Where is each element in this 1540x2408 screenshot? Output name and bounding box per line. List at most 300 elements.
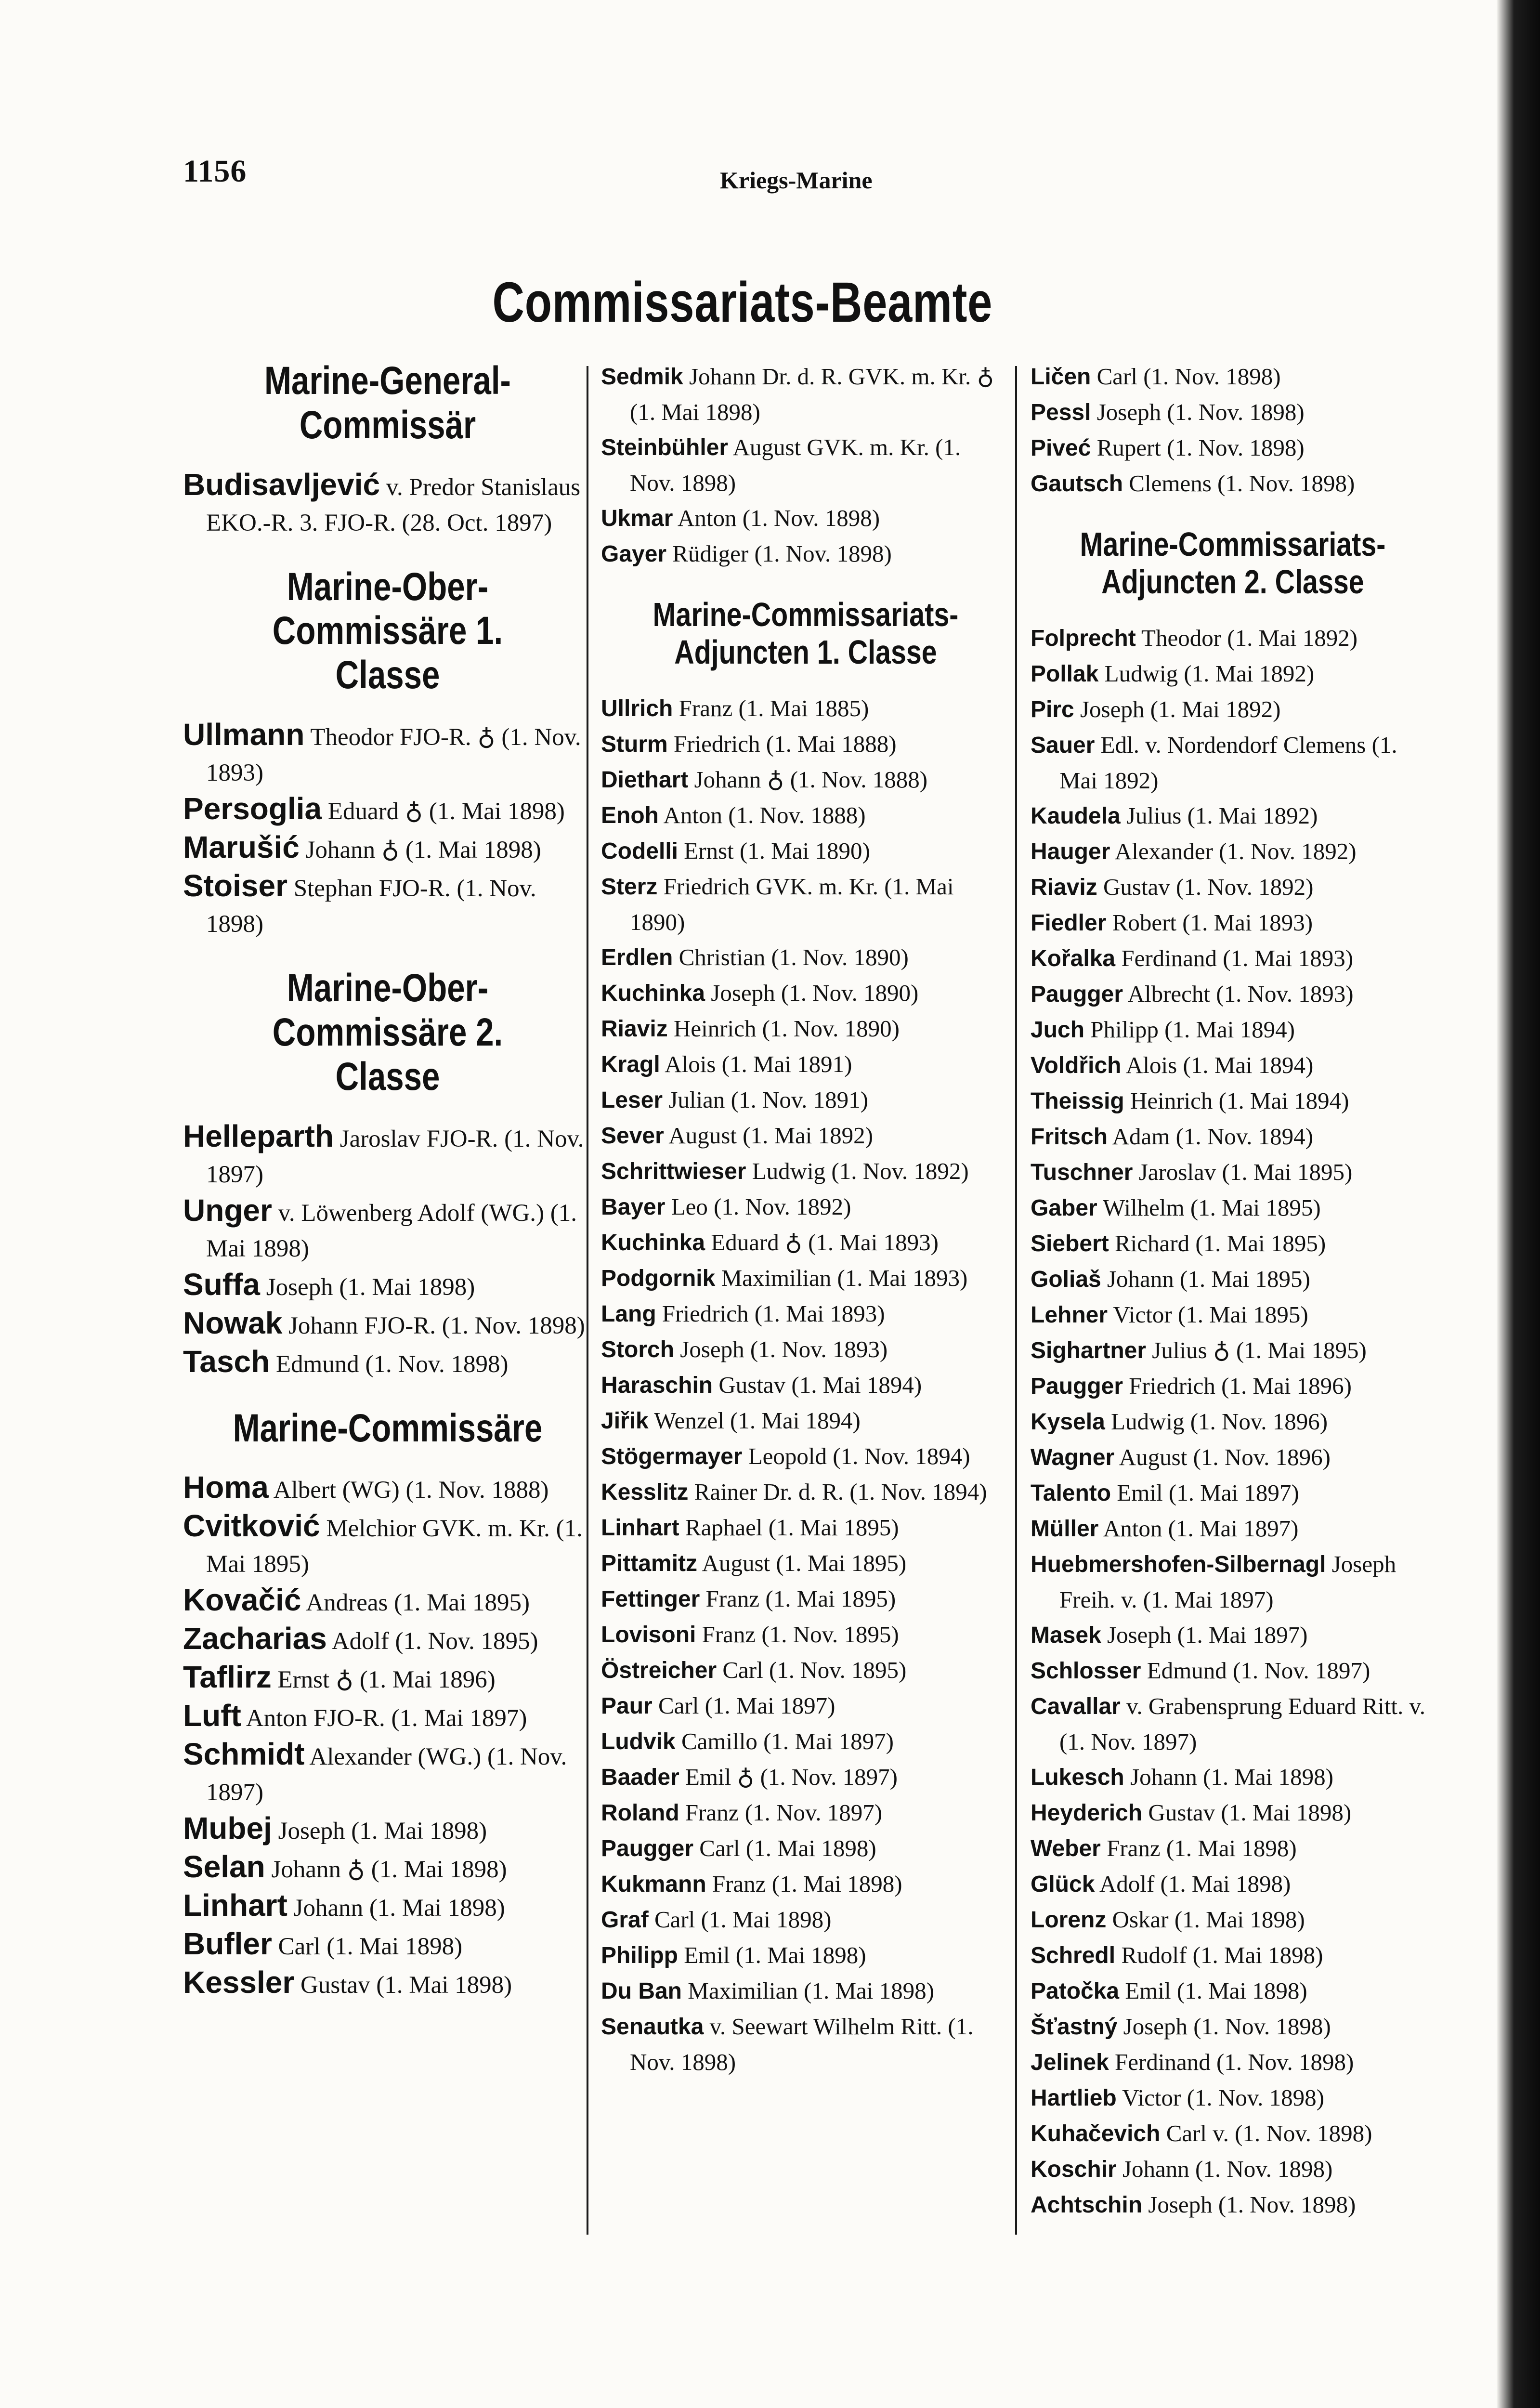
entry-details: Ferdinand (1. Nov. 1898) bbox=[1115, 2048, 1354, 2075]
entry-details: Raphael (1. Mai 1895) bbox=[685, 1514, 899, 1541]
list-item bbox=[1031, 1866, 1435, 1902]
list-item bbox=[601, 1047, 1010, 1082]
list-item bbox=[601, 430, 1010, 500]
entry-surname: Pittamitz bbox=[601, 1550, 698, 1576]
entry-details: Johann ♁ (1. Mai 1898) bbox=[305, 837, 541, 864]
entry-details: Joseph Freih. v. (1. Mai 1897) bbox=[1059, 1550, 1396, 1613]
entry-surname: Siebert bbox=[1031, 1230, 1109, 1256]
list-item bbox=[183, 1887, 592, 1926]
section-heading: Marine-Commissäre bbox=[233, 1406, 543, 1450]
entry-details: Anton (1. Mai 1897) bbox=[1103, 1515, 1299, 1542]
list-item bbox=[1031, 2009, 1435, 2044]
list-item bbox=[1031, 1404, 1435, 1440]
entry-surname: Gayer bbox=[601, 541, 667, 567]
list-item bbox=[183, 717, 592, 791]
entry-surname: Ličen bbox=[1031, 364, 1091, 390]
entry-details: Eduard ♁ (1. Mai 1898) bbox=[327, 798, 565, 825]
entry-details: Carl (1. Mai 1897) bbox=[658, 1692, 835, 1719]
entry-details: Friedrich (1. Mai 1896) bbox=[1129, 1372, 1352, 1399]
list-item bbox=[601, 1474, 1010, 1510]
entry-surname: Roland bbox=[601, 1800, 679, 1826]
list-item bbox=[601, 1545, 1010, 1581]
list-item bbox=[601, 1118, 1010, 1153]
list-item bbox=[1031, 941, 1435, 976]
section-heading: Marine-Commissariats-Adjuncten 1. Classe bbox=[653, 596, 959, 671]
list-item bbox=[183, 1849, 592, 1887]
entry-surname: Du Ban bbox=[601, 1978, 682, 2004]
entry-surname: Juch bbox=[1031, 1017, 1085, 1043]
entry-surname: Erdlen bbox=[601, 944, 673, 970]
list-item bbox=[601, 1260, 1010, 1296]
list-item bbox=[1031, 1297, 1435, 1333]
entry-details: v. Predor Stanislaus EKO.-R. 3. FJO-R. (28. Oct. 1897) bbox=[206, 473, 581, 537]
entry-details: Johann ♁ (1. Mai 1898) bbox=[271, 1856, 507, 1884]
entry-surname: Lang bbox=[601, 1301, 656, 1327]
list-item bbox=[183, 1118, 592, 1192]
list-item bbox=[601, 1902, 1010, 1937]
list-item bbox=[1031, 430, 1435, 466]
entry-surname: Nowak bbox=[183, 1305, 283, 1340]
entry-surname: Lukesch bbox=[1031, 1764, 1124, 1790]
entry-surname: Unger bbox=[183, 1192, 272, 1228]
section-heading: Marine-General-Commissär bbox=[264, 359, 511, 447]
column-rule bbox=[1015, 366, 1017, 2235]
entry-surname: Cavallar bbox=[1031, 1693, 1121, 1719]
list-item bbox=[601, 359, 1010, 430]
entry-surname: Enoh bbox=[601, 802, 659, 828]
entry-details: Joseph (1. Nov. 1898) bbox=[1123, 2013, 1331, 2040]
page-number: 1156 bbox=[183, 154, 247, 189]
entry-details: Franz (1. Mai 1885) bbox=[679, 694, 869, 721]
list-item bbox=[1031, 2080, 1435, 2116]
entry-details: Carl (1. Mai 1898) bbox=[278, 1933, 463, 1961]
entry-details: Rudolf (1. Mai 1898) bbox=[1121, 1941, 1323, 1968]
entry-surname: Podgornik bbox=[601, 1265, 716, 1291]
entry-surname: Wagner bbox=[1031, 1444, 1115, 1470]
entry-surname: Sever bbox=[601, 1123, 664, 1149]
list-item bbox=[183, 1267, 592, 1305]
entry-surname: Diethart bbox=[601, 767, 689, 793]
list-item bbox=[1031, 2187, 1435, 2223]
list-item bbox=[601, 1617, 1010, 1652]
list-item bbox=[601, 1973, 1010, 2009]
entry-details: Johann FJO-R. (1. Nov. 1898) bbox=[288, 1312, 585, 1339]
list-item bbox=[1031, 692, 1435, 727]
entry-details: Wenzel (1. Mai 1894) bbox=[654, 1407, 861, 1434]
entry-surname: Kysela bbox=[1031, 1409, 1105, 1435]
entry-surname: Ludvik bbox=[601, 1728, 676, 1754]
entry-details: August (1. Mai 1892) bbox=[668, 1122, 873, 1149]
entry-details: Adolf (1. Nov. 1895) bbox=[331, 1628, 538, 1655]
list-item bbox=[1031, 1333, 1435, 1368]
entry-surname: Hartlieb bbox=[1031, 2085, 1117, 2111]
page-title: Commissariats-Beamte bbox=[492, 271, 993, 334]
entry-details: Maximilian (1. Mai 1898) bbox=[688, 1977, 934, 2004]
entry-surname: Luft bbox=[183, 1698, 241, 1733]
list-item bbox=[601, 1439, 1010, 1474]
entry-surname: Riaviz bbox=[601, 1016, 668, 1042]
list-item bbox=[601, 1367, 1010, 1403]
list-item bbox=[183, 1659, 592, 1698]
list-item bbox=[601, 726, 1010, 762]
entry-details: Johann (1. Mai 1895) bbox=[1107, 1265, 1310, 1292]
entry-details: Edl. v. Nordendorf Clemens (1. Mai 1892) bbox=[1059, 731, 1397, 794]
entry-details: Leopold (1. Nov. 1894) bbox=[748, 1442, 970, 1469]
entry-surname: Senautka bbox=[601, 2014, 704, 2040]
list-item bbox=[183, 1469, 592, 1508]
entry-details: Franz (1. Mai 1898) bbox=[712, 1870, 902, 1897]
entry-details: v. Löwenberg Adolf (WG.) (1. Mai 1898) bbox=[206, 1199, 577, 1262]
list-item bbox=[601, 1581, 1010, 1617]
entry-details: Franz (1. Nov. 1895) bbox=[702, 1621, 899, 1648]
entry-details: Carl (1. Mai 1898) bbox=[699, 1834, 876, 1861]
entry-surname: Patočka bbox=[1031, 1978, 1120, 2004]
list-item bbox=[1031, 976, 1435, 1012]
list-item bbox=[183, 1621, 592, 1659]
section-heading: Marine-Ober-Commissäre 2. Classe bbox=[272, 966, 503, 1099]
entry-details: Carl v. (1. Nov. 1898) bbox=[1166, 2120, 1372, 2146]
list-item bbox=[601, 940, 1010, 975]
list-item bbox=[601, 500, 1010, 536]
list-item bbox=[601, 833, 1010, 869]
entry-surname: Jiřik bbox=[601, 1408, 649, 1434]
entry-details: Richard (1. Mai 1895) bbox=[1114, 1230, 1326, 1256]
entry-details: Andreas (1. Mai 1895) bbox=[306, 1589, 530, 1617]
list-item bbox=[1031, 1511, 1435, 1546]
list-item bbox=[183, 1810, 592, 1849]
list-item bbox=[1031, 905, 1435, 941]
entry-surname: Linhart bbox=[183, 1888, 287, 1923]
list-item bbox=[1031, 1047, 1435, 1083]
entry-details: Julius (1. Mai 1892) bbox=[1126, 802, 1318, 829]
list-item bbox=[1031, 1617, 1435, 1653]
entry-details: Franz (1. Nov. 1897) bbox=[685, 1799, 883, 1826]
entry-surname: Kaudela bbox=[1031, 803, 1121, 829]
entry-details: Adam (1. Nov. 1894) bbox=[1112, 1123, 1313, 1150]
list-item bbox=[601, 798, 1010, 833]
entry-details: Robert (1. Mai 1893) bbox=[1112, 909, 1313, 936]
list-item bbox=[183, 1926, 592, 1964]
column-3 bbox=[1031, 359, 1435, 2223]
entry-details: Joseph (1. Mai 1897) bbox=[1107, 1621, 1308, 1648]
entry-surname: Bufler bbox=[183, 1926, 272, 1962]
list-item bbox=[601, 1795, 1010, 1831]
entry-details: Albert (WG) (1. Nov. 1888) bbox=[273, 1477, 549, 1504]
list-item bbox=[601, 1937, 1010, 1973]
entry-details: Johann (1. Mai 1898) bbox=[293, 1895, 505, 1922]
entry-details: Oskar (1. Mai 1898) bbox=[1112, 1906, 1305, 1933]
entry-surname: Schredl bbox=[1031, 1942, 1116, 1968]
entry-surname: Pollak bbox=[1031, 661, 1099, 687]
entry-details: Rüdiger (1. Nov. 1898) bbox=[672, 540, 892, 567]
entry-surname: Kessler bbox=[183, 1965, 295, 2000]
entry-surname: Masek bbox=[1031, 1622, 1101, 1648]
entry-surname: Homa bbox=[183, 1470, 269, 1505]
list-item bbox=[601, 1332, 1010, 1367]
list-item bbox=[601, 536, 1010, 572]
entry-surname: Haraschin bbox=[601, 1372, 713, 1398]
entry-surname: Ullmann bbox=[183, 717, 305, 752]
entry-details: Melchior GVK. m. Kr. (1. Mai 1895) bbox=[206, 1515, 583, 1578]
entry-surname: Ullrich bbox=[601, 695, 673, 721]
entry-details: August (1. Mai 1895) bbox=[702, 1549, 907, 1576]
list-item bbox=[601, 2009, 1010, 2080]
entry-details: v. Seewart Wilhelm Ritt. (1. Nov. 1898) bbox=[630, 2013, 974, 2075]
list-item bbox=[183, 829, 592, 868]
entry-surname: Kragl bbox=[601, 1051, 660, 1077]
list-item bbox=[1031, 1653, 1435, 1688]
entry-surname: Kovačić bbox=[183, 1583, 301, 1618]
list-item bbox=[183, 868, 592, 942]
list-item bbox=[1031, 798, 1435, 834]
entry-details: Edmund (1. Nov. 1898) bbox=[275, 1350, 509, 1378]
entry-surname: Persoglia bbox=[183, 791, 322, 826]
list-item bbox=[183, 1964, 592, 2003]
entry-details: Theodor FJO-R. ♁ (1. Nov. 1893) bbox=[206, 724, 581, 787]
entry-details: Friedrich (1. Mai 1888) bbox=[673, 730, 897, 757]
list-item bbox=[183, 791, 592, 829]
page-edge-shadow bbox=[1497, 0, 1540, 2408]
entry-surname: Fettinger bbox=[601, 1586, 700, 1612]
list-item bbox=[1031, 1831, 1435, 1866]
entry-surname: Codelli bbox=[601, 838, 679, 864]
list-item bbox=[601, 1831, 1010, 1866]
entry-surname: Fiedler bbox=[1031, 910, 1107, 936]
entry-surname: Kesslitz bbox=[601, 1479, 689, 1505]
list-item bbox=[601, 975, 1010, 1011]
entry-surname: Fritsch bbox=[1031, 1124, 1108, 1150]
list-item bbox=[1031, 1440, 1435, 1475]
entry-details: Rupert (1. Nov. 1898) bbox=[1096, 434, 1305, 461]
entry-surname: Goliaš bbox=[1031, 1266, 1101, 1292]
entry-surname: Ukmar bbox=[601, 506, 673, 531]
entry-surname: Paugger bbox=[1031, 1373, 1123, 1399]
entry-details: Anton (1. Nov. 1888) bbox=[663, 801, 866, 828]
list-item bbox=[1031, 1261, 1435, 1297]
entry-details: August (1. Nov. 1896) bbox=[1119, 1443, 1331, 1470]
entry-details: Joseph (1. Mai 1898) bbox=[266, 1273, 475, 1301]
list-item bbox=[1031, 1012, 1435, 1047]
entry-surname: Heyderich bbox=[1031, 1800, 1143, 1826]
entry-details: Jaroslav (1. Mai 1895) bbox=[1138, 1158, 1353, 1185]
list-item bbox=[1031, 1190, 1435, 1226]
list-item bbox=[1031, 1475, 1435, 1511]
entry-surname: Gaber bbox=[1031, 1195, 1097, 1221]
entry-details: Camillo (1. Mai 1897) bbox=[681, 1727, 894, 1754]
entry-details: Wilhelm (1. Mai 1895) bbox=[1103, 1194, 1321, 1221]
list-item bbox=[601, 1296, 1010, 1332]
entry-details: Jaroslav FJO-R. (1. Nov. 1897) bbox=[206, 1125, 584, 1188]
entry-surname: Stögermayer bbox=[601, 1443, 743, 1469]
list-item bbox=[601, 1688, 1010, 1724]
entry-surname: Lorenz bbox=[1031, 1907, 1107, 1933]
entry-surname: Gautsch bbox=[1031, 471, 1123, 497]
entry-surname: Sedmik bbox=[601, 364, 683, 390]
entry-surname: Tasch bbox=[183, 1344, 270, 1379]
entry-details: Theodor (1. Mai 1892) bbox=[1141, 624, 1358, 651]
list-item bbox=[1031, 1368, 1435, 1404]
entry-surname: Schlosser bbox=[1031, 1658, 1141, 1684]
entry-surname: Piveć bbox=[1031, 435, 1091, 461]
list-item bbox=[1031, 620, 1435, 656]
entry-details: Julian (1. Nov. 1891) bbox=[668, 1086, 868, 1113]
entry-surname: Glück bbox=[1031, 1871, 1095, 1897]
list-item bbox=[601, 1153, 1010, 1189]
entry-details: Joseph (1. Mai 1892) bbox=[1080, 695, 1281, 722]
list-item bbox=[601, 1866, 1010, 1902]
entry-details: Alois (1. Mai 1894) bbox=[1126, 1051, 1314, 1078]
entry-details: Alois (1. Mai 1891) bbox=[665, 1050, 852, 1077]
entry-surname: Sighartner bbox=[1031, 1337, 1147, 1363]
list-item bbox=[1031, 869, 1435, 905]
entry-surname: Budisavljević bbox=[183, 467, 380, 502]
entry-surname: Linhart bbox=[601, 1515, 679, 1541]
list-item bbox=[1031, 359, 1435, 394]
entry-details: Christian (1. Nov. 1890) bbox=[679, 943, 909, 970]
section-heading: Marine-Ober-Commissäre 1. Classe bbox=[272, 564, 503, 697]
list-item bbox=[183, 1305, 592, 1344]
entry-surname: Helleparth bbox=[183, 1118, 334, 1153]
entry-surname: Theissig bbox=[1031, 1088, 1124, 1114]
entry-surname: Folprecht bbox=[1031, 625, 1136, 651]
entry-surname: Leser bbox=[601, 1087, 663, 1113]
list-item bbox=[1031, 1902, 1435, 1937]
list-item bbox=[1031, 1973, 1435, 2009]
entry-details: Heinrich (1. Nov. 1890) bbox=[673, 1015, 900, 1042]
entry-surname: Kuhačevich bbox=[1031, 2120, 1161, 2146]
entry-surname: Talento bbox=[1031, 1480, 1111, 1506]
entry-surname: Kuchinka bbox=[601, 1230, 705, 1256]
entry-details: Gustav (1. Mai 1898) bbox=[300, 1972, 512, 1999]
list-item bbox=[1031, 1119, 1435, 1154]
entry-surname: Šťastný bbox=[1031, 2014, 1118, 2040]
entry-details: Ludwig (1. Nov. 1892) bbox=[752, 1157, 969, 1184]
entry-details: Franz (1. Mai 1898) bbox=[1107, 1834, 1297, 1861]
entry-surname: Lehner bbox=[1031, 1302, 1108, 1328]
entry-details: Adolf (1. Mai 1898) bbox=[1099, 1870, 1291, 1897]
entry-details: Ludwig (1. Nov. 1896) bbox=[1111, 1408, 1328, 1435]
entry-details: Leo (1. Nov. 1892) bbox=[671, 1193, 851, 1220]
entry-details: Anton (1. Nov. 1898) bbox=[677, 505, 880, 531]
entry-details: Ernst (1. Mai 1890) bbox=[684, 837, 870, 864]
entry-details: Julius ♁ (1. Mai 1895) bbox=[1152, 1336, 1367, 1363]
entry-details: Joseph (1. Nov. 1890) bbox=[711, 979, 919, 1006]
entry-details: Ernst ♁ (1. Mai 1896) bbox=[277, 1666, 496, 1694]
entry-details: Albrecht (1. Nov. 1893) bbox=[1127, 980, 1354, 1007]
entry-surname: Taflirz bbox=[183, 1660, 272, 1695]
entry-details: Johann ♁ (1. Nov. 1888) bbox=[694, 766, 928, 793]
section-heading: Marine-Commissariats-Adjuncten 2. Classe bbox=[1080, 525, 1386, 601]
entry-surname: Marušić bbox=[183, 830, 300, 865]
entry-surname: Weber bbox=[1031, 1835, 1101, 1861]
entry-details: Gustav (1. Mai 1898) bbox=[1148, 1799, 1352, 1826]
entry-surname: Voldřich bbox=[1031, 1052, 1122, 1078]
list-item bbox=[183, 1582, 592, 1621]
entry-surname: Mubej bbox=[183, 1811, 272, 1846]
column-2 bbox=[601, 359, 1010, 2080]
entry-details: Joseph (1. Nov. 1898) bbox=[1096, 399, 1305, 425]
entry-details: Franz (1. Mai 1895) bbox=[705, 1585, 896, 1612]
entry-surname: Sterz bbox=[601, 874, 658, 900]
entry-surname: Storch bbox=[601, 1336, 675, 1362]
entry-details: Emil (1. Mai 1898) bbox=[684, 1941, 866, 1968]
entry-details: Eduard ♁ (1. Mai 1893) bbox=[711, 1229, 939, 1256]
entry-details: August GVK. m. Kr. (1. Nov. 1898) bbox=[630, 434, 961, 496]
entry-surname: Schrittwieser bbox=[601, 1158, 746, 1184]
list-item bbox=[601, 691, 1010, 726]
entry-surname: Selan bbox=[183, 1849, 265, 1885]
entry-details: Friedrich (1. Mai 1893) bbox=[662, 1300, 885, 1327]
entry-surname: Kořalka bbox=[1031, 945, 1116, 971]
entry-details: Edmund (1. Nov. 1897) bbox=[1147, 1657, 1370, 1684]
entry-surname: Kukmann bbox=[601, 1871, 706, 1897]
entry-surname: Sauer bbox=[1031, 732, 1095, 758]
entry-details: Ferdinand (1. Mai 1893) bbox=[1121, 944, 1354, 971]
entry-surname: Paur bbox=[601, 1693, 653, 1719]
entry-surname: Suffa bbox=[183, 1267, 260, 1302]
entry-surname: Paugger bbox=[1031, 981, 1123, 1007]
entry-surname: Riaviz bbox=[1031, 874, 1097, 900]
entry-details: Carl (1. Mai 1898) bbox=[654, 1906, 832, 1933]
entry-details: Alexander (1. Nov. 1892) bbox=[1114, 838, 1357, 864]
entry-surname: Östreicher bbox=[601, 1657, 717, 1683]
entry-surname: Tuschner bbox=[1031, 1159, 1133, 1185]
entry-details: Johann Dr. d. R. GVK. m. Kr. ♁ (1. Mai 1898) bbox=[630, 363, 994, 425]
list-item bbox=[601, 1759, 1010, 1795]
list-item bbox=[1031, 466, 1435, 501]
list-item bbox=[183, 1698, 592, 1736]
entry-details: Rainer Dr. d. R. (1. Nov. 1894) bbox=[694, 1478, 987, 1505]
entry-details: Victor (1. Nov. 1898) bbox=[1122, 2084, 1324, 2111]
list-item bbox=[601, 1082, 1010, 1118]
list-item bbox=[1031, 834, 1435, 869]
entry-details: Carl (1. Nov. 1895) bbox=[722, 1656, 907, 1683]
list-item bbox=[601, 1189, 1010, 1225]
entry-surname: Pessl bbox=[1031, 400, 1091, 425]
list-item bbox=[601, 869, 1010, 940]
entry-details: Maximilian (1. Mai 1893) bbox=[721, 1264, 968, 1291]
entry-details: Carl (1. Nov. 1898) bbox=[1096, 363, 1281, 390]
entry-details: Joseph (1. Nov. 1898) bbox=[1148, 2191, 1356, 2218]
list-item bbox=[601, 1011, 1010, 1047]
entry-details: Joseph (1. Nov. 1893) bbox=[680, 1335, 888, 1362]
entry-surname: Kuchinka bbox=[601, 980, 705, 1006]
entry-details: Emil (1. Mai 1898) bbox=[1125, 1977, 1307, 2004]
list-item bbox=[601, 1225, 1010, 1260]
list-item bbox=[1031, 2044, 1435, 2080]
list-item bbox=[1031, 1083, 1435, 1119]
entry-surname: Müller bbox=[1031, 1516, 1099, 1542]
entry-surname: Pirc bbox=[1031, 696, 1074, 722]
entry-details: Alexander (WG.) (1. Nov. 1897) bbox=[206, 1743, 567, 1806]
list-item bbox=[601, 1403, 1010, 1439]
entry-details: Emil ♁ (1. Nov. 1897) bbox=[685, 1763, 898, 1790]
column-1 bbox=[183, 359, 592, 2003]
list-item bbox=[1031, 2151, 1435, 2187]
entry-surname: Bayer bbox=[601, 1194, 666, 1220]
entry-surname: Huebmershofen-Silbernagl bbox=[1031, 1551, 1326, 1577]
list-item bbox=[183, 467, 592, 541]
entry-details: Gustav (1. Nov. 1892) bbox=[1103, 873, 1314, 900]
entry-surname: Baader bbox=[601, 1764, 679, 1790]
entry-surname: Steinbühler bbox=[601, 435, 729, 460]
entry-details: Ludwig (1. Mai 1892) bbox=[1104, 660, 1315, 687]
list-item bbox=[1031, 2116, 1435, 2151]
list-item bbox=[601, 1510, 1010, 1545]
entry-details: Gustav (1. Mai 1894) bbox=[718, 1371, 922, 1398]
list-item bbox=[601, 1724, 1010, 1759]
entry-details: Friedrich GVK. m. Kr. (1. Mai 1890) bbox=[630, 873, 954, 935]
